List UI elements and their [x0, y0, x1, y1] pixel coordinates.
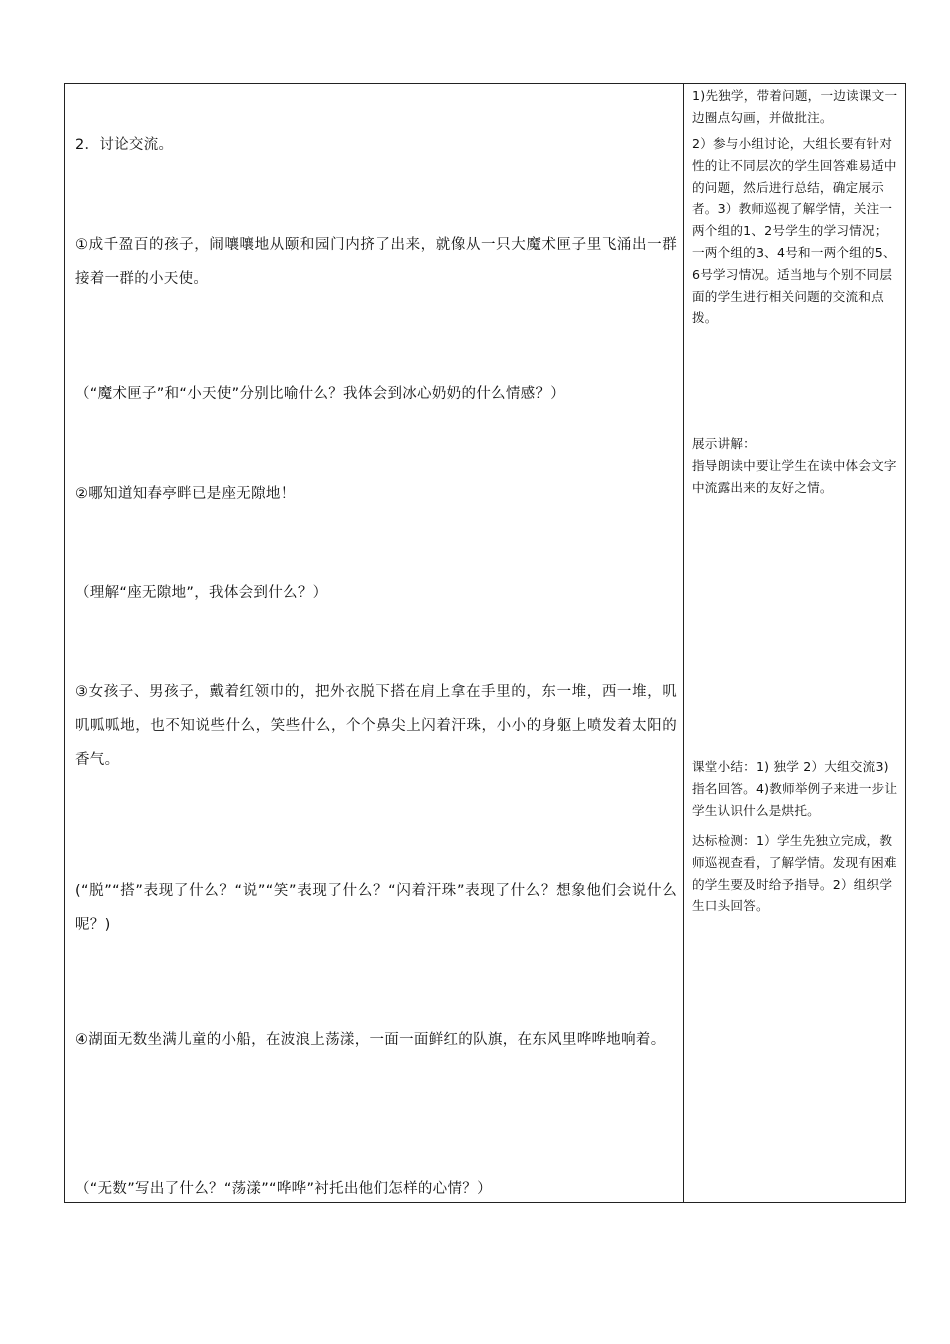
note-assessment: 达标检测：1）学生先独立完成，教师巡视查看，了解学情。发现有困难的学生要及时给予指导。2）组织学生口头回答。 [692, 833, 897, 914]
question-3: (“脱”“搭”表现了什么？“说”“笑”表现了什么？“闪着汗珠”表现了什么？想象他们会说什么呢？) [75, 883, 677, 933]
note-presentation-label: 展示讲解： [692, 436, 756, 451]
note-independent-study: 1)先独学，带着问题，一边读课文一边圈点勾画，并做批注。 [692, 88, 898, 125]
note-summary: 课堂小结：1) 独学 2）大组交流3)指名回答。4)教师举例子来进一步让学生认识什么是烘托。 [692, 759, 898, 818]
passage-2: ②哪知道知春亭畔已是座无隙地！ [75, 486, 296, 502]
passage-3: ③女孩子、男孩子，戴着红领巾的，把外衣脱下搭在肩上拿在手里的，东一堆，西一堆，叽叽呱呱地，也不知说些什么，笑些什么，个个鼻尖上闪着汗珠，小小的身躯上喷发着太阳的香气。 [75, 684, 677, 768]
note-group-discussion: 2）参与小组讨论，大组长要有针对性的让不同层次的学生回答难易适中的问题，然后进行总结，确定展示者。3）教师巡视了解学情，关注一两个组的1、2号学生的学习情况；一两个组的3、4号和一两个组的5、6号学习情况。适当地与个别不同层面的学生进行相关问题的交流和点拨。 [692, 136, 897, 326]
question-2: （理解“座无隙地”，我体会到什么？） [75, 585, 328, 601]
question-1: （“魔术匣子”和“小天使”分别比喻什么？我体会到冰心奶奶的什么情感？） [75, 386, 566, 402]
passage-4: ④湖面无数坐满儿童的小船，在波浪上荡漾，一面一面鲜红的队旗，在东风里哗哗地响着。 [75, 1032, 666, 1048]
question-4: （“无数”写出了什么？“荡漾”“哗哗”衬托出他们怎样的心情？） [75, 1181, 492, 1197]
note-presentation: 指导朗读中要让学生在读中体会文字中流露出来的友好之情。 [692, 458, 897, 495]
passage-1: ①成千盈百的孩子，闹嚷嚷地从颐和园门内挤了出来，就像从一只大魔术匣子里飞涌出一群接着一群的小天使。 [75, 237, 677, 287]
column-divider [683, 83, 684, 1203]
section-heading: 2．讨论交流。 [75, 137, 174, 153]
